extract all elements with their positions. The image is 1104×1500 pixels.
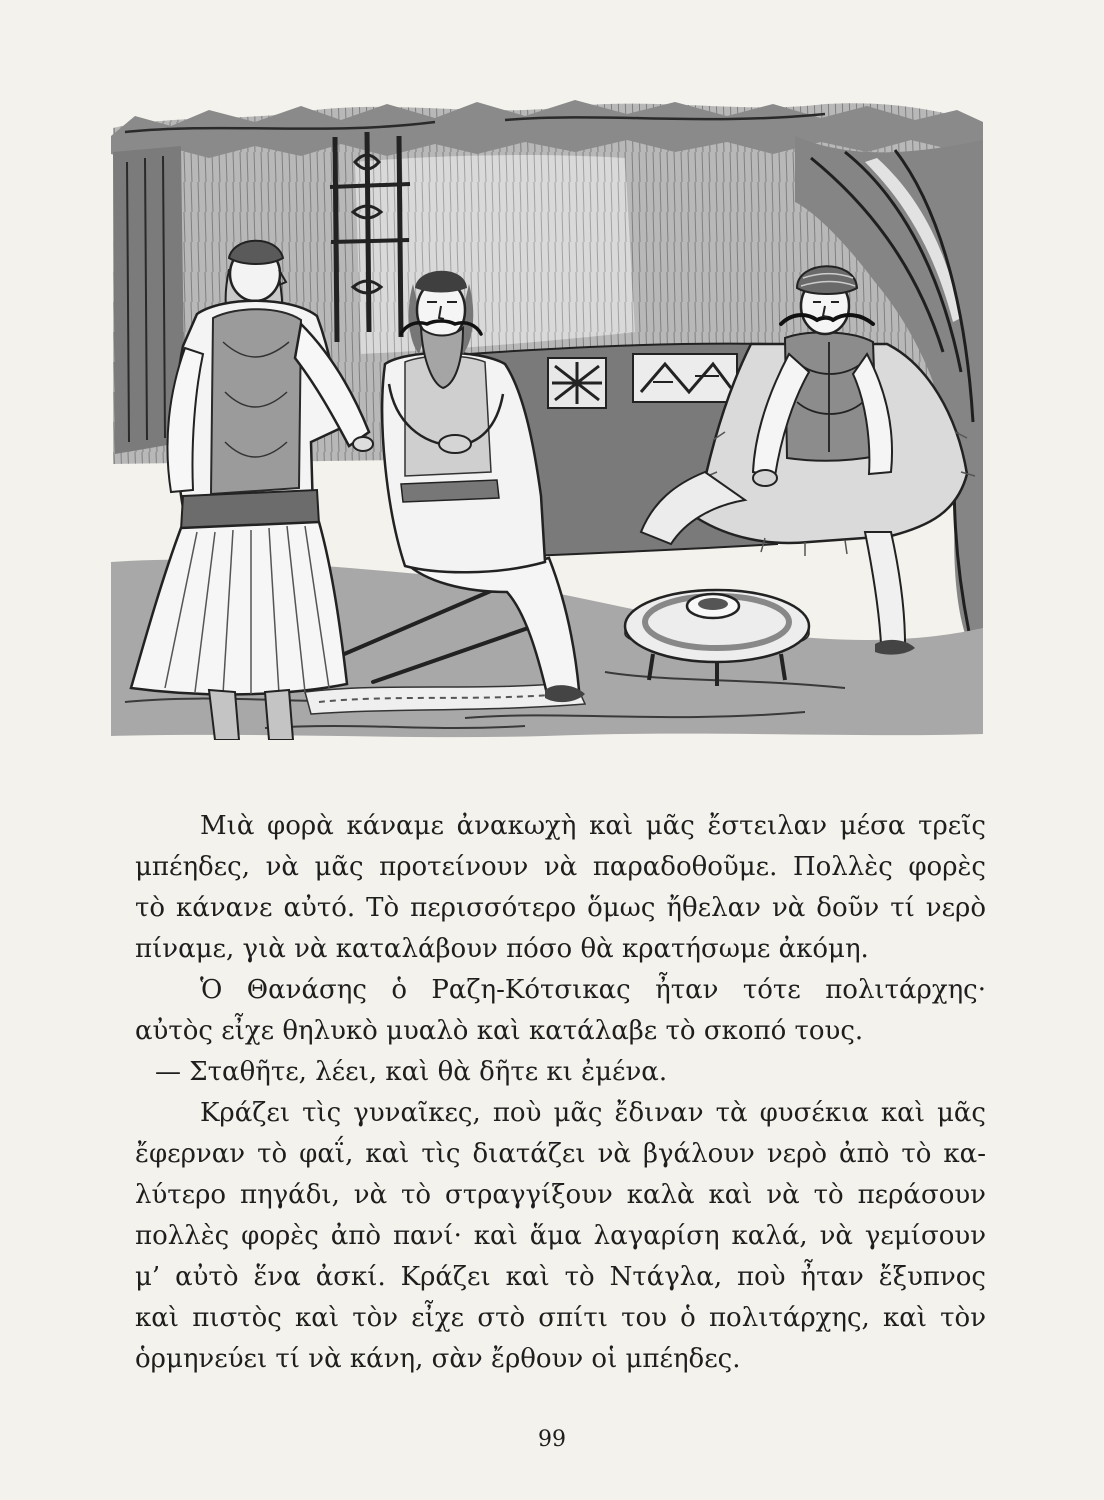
page-number: 99 [538,1427,566,1452]
text-line: Κράζει τὶς γυναῖκες, ποὺ μᾶς ἔδιναν τὰ φυσέκια καὶ μᾶς [200,1098,986,1128]
paragraph [135,806,986,970]
text-line: λύτερο πηγάδι, νὰ τὸ στραγγίξουν καλὰ καὶ νὰ τὸ περάσουν [135,1180,986,1210]
illustration [105,92,987,740]
text-line: τὸ κάνανε αὐτό. Τὸ περισσότερο ὅμως ἤθελαν νὰ δοῦν τί νερὸ [135,893,986,923]
text-line: ὁρμηνεύει τί νὰ κάνη, σὰν ἔρθουν οἱ μπέηδες. [135,1344,741,1374]
text-line: καὶ πιστὸς καὶ τὸν εἶχε στὸ σπίτι του ὁ πολιτάρχης, καὶ τὸν [135,1303,986,1333]
text-line: — Σταθῆτε, λέει, καὶ θὰ δῆτε κι ἐμένα. [155,1057,668,1087]
text-line: πίναμε, γιὰ νὰ καταλάβουν πόσο θὰ κρατήσωμε ἀκόμη. [135,934,869,964]
bowl [687,594,739,618]
text-line: μπέηδες, νὰ μᾶς προτείνουν νὰ παραδοθοῦμε. Πολλὲς φορὲς [135,852,986,882]
cushion-right [633,354,737,402]
text-line: αὐτὸς εἶχε θηλυκὸ μυαλὸ καὶ κατάλαβε τὸ σκοπό τους. [135,1016,864,1046]
paragraph [135,1093,986,1380]
cushion-left [548,358,606,408]
text-line: πολλὲς φορὲς ἀπὸ πανί· καὶ ἅμα λαγαρίση καλά, νὰ γεμίσουν [135,1221,986,1251]
text-line: Μιὰ φορὰ κάναμε ἀνακωχὴ καὶ μᾶς ἔστειλαν μέσα τρεῖς [200,811,986,841]
body-text [135,806,986,1380]
dialogue-paragraph [135,1052,986,1093]
text-line: Ὁ Θανάσης ὁ Ραζη-Κότσικας ἦταν τότε πολιτάρχης· [200,975,986,1005]
text-line: ἔφερναν τὸ φαΐ, καὶ τὶς διατάζει νὰ βγάλουν νερὸ ἀπὸ τὸ κα- [135,1139,986,1169]
paragraph [135,970,986,1052]
text-line: μ’ αὐτὸ ἕνα ἀσκί. Κράζει καὶ τὸ Ντάγλα, ποὺ ἦταν ἔξυπνος [135,1262,986,1292]
